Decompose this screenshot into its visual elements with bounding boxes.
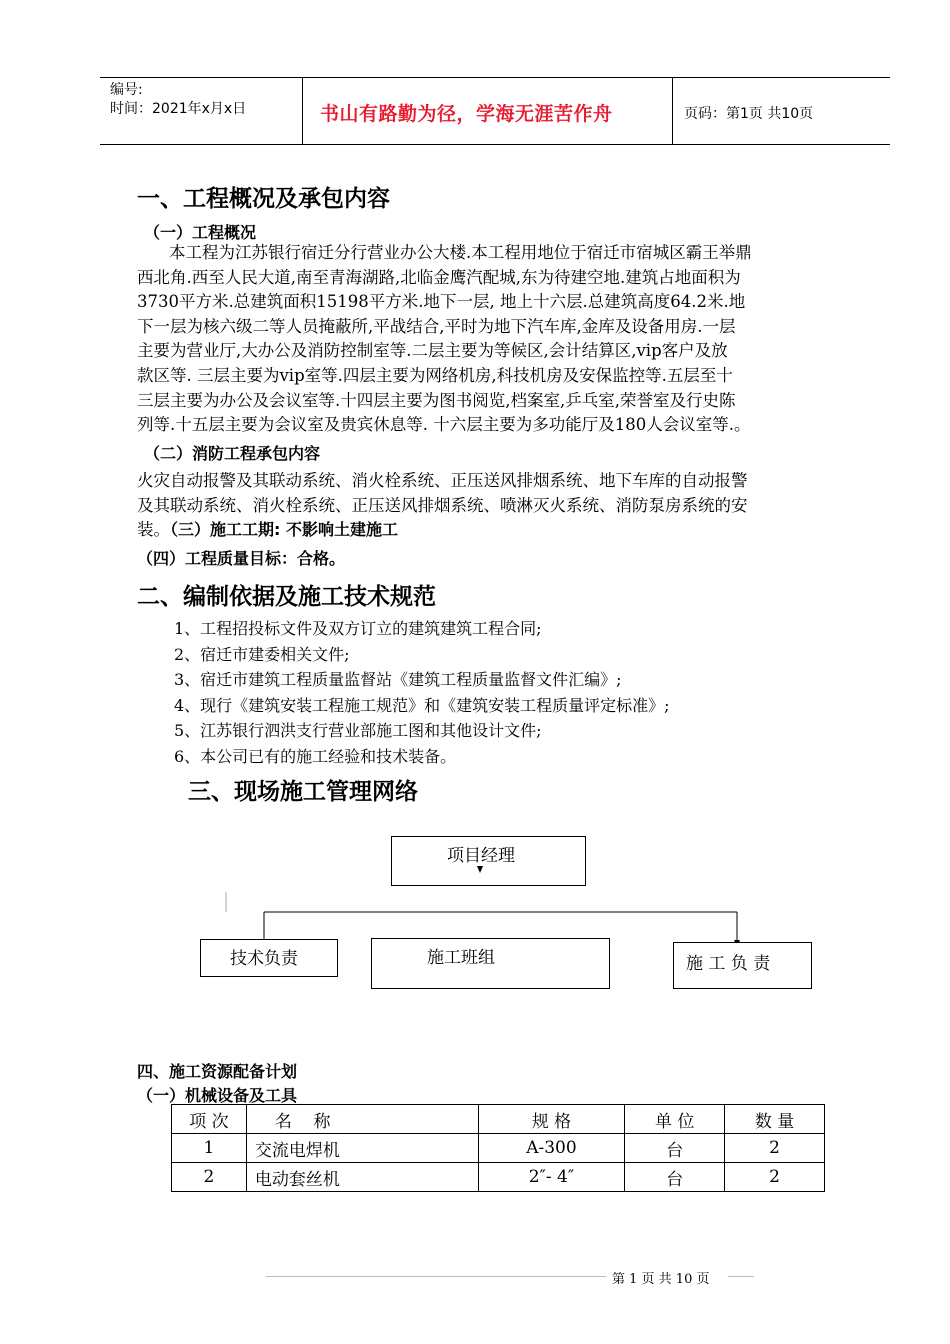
org-label-construction-team: 施工班组 (427, 948, 495, 968)
overview-line: 本工程为江苏银行宿迁分行营业办公大楼.本工程用地位于宿迁市宿城区霸王举鼎 (169, 243, 752, 262)
overview-line: 三层主要为办公及会议室等.十四层主要为图书阅览,档案室,乒乓室,荣誉室及行史陈 (137, 390, 736, 410)
org-label-project-manager: 项目经理 (447, 846, 515, 866)
table-header-cell: 规 格 (478, 1105, 625, 1134)
list-item: 4、现行《建筑安装工程施工规范》和《建筑安装工程质量评定标准》; (174, 695, 670, 715)
overview-line: 下一层为核六级二等人员掩蔽所,平战结合,平时为地下汽车库,金库及设备用房.一层 (137, 316, 736, 336)
org-label-construction-lead: 施 工 负 责 (686, 954, 771, 974)
overview-line: 3730平方米.总建筑面积15198平方米.地下一层, 地上十六层.总建筑高度64.2米.地 (137, 292, 746, 312)
header-divider-left (302, 77, 303, 144)
overview-line: 西北角.西至人民大道,南至青海湖路,北临金鹰汽配城,东为待建空地.建筑占地面积为 (137, 267, 741, 287)
table-cell: 2 (725, 1163, 825, 1192)
doc-number-label: 编号: (110, 82, 143, 98)
list-item: 1、工程招投标文件及双方订立的建筑建筑工程合同; (174, 619, 542, 638)
scope-line: 火灾自动报警及其联动系统、消火栓系统、正压送风排烟系统、地下车库的自动报警 (137, 471, 748, 490)
scope-line-end: 装。 (137, 520, 170, 540)
scope-line: 及其联动系统、消火栓系统、正压送风排烟系统、喷淋灭火系统、消防泵房系统的安 (137, 495, 748, 515)
list-item: 6、本公司已有的施工经验和技术装备。 (174, 746, 457, 766)
table-header-row (172, 1105, 825, 1134)
doc-time-label: 时间：2021年x月x日 (110, 101, 247, 117)
table-cell: 台 (625, 1134, 725, 1163)
header-top-rule (100, 77, 890, 78)
scope-paragraph (137, 469, 877, 543)
org-box-project-manager (391, 836, 586, 886)
list-item: 5、江苏银行泗洪支行营业部施工图和其他设计文件; (174, 721, 542, 740)
table-cell: 2″- 4″ (478, 1163, 625, 1192)
equipment-table (171, 1104, 825, 1192)
section-4-title: 四、施工资源配备计划 (137, 1062, 298, 1081)
section-1-2-title: （二）消防工程承包内容 (144, 444, 321, 463)
table-cell: 2 (172, 1163, 247, 1192)
header-motto: 书山有路勤为径，学海无涯苦作舟 (320, 103, 613, 125)
table-header-cell: 单 位 (625, 1105, 725, 1134)
table-cell: 电动套丝机 (246, 1163, 478, 1192)
header-divider-right (672, 77, 673, 144)
section-1-1-title: （一）工程概况 (144, 223, 257, 242)
section-1-4-title: （四）工程质量目标：合格。 (137, 549, 346, 568)
scope-line-last (137, 518, 877, 543)
org-box-construction-lead (673, 942, 812, 989)
overview-paragraph (137, 241, 877, 438)
org-box-construction-team (371, 938, 610, 989)
section-1-3-inline: （三）施工工期: 不影响土建施工 (170, 520, 398, 540)
org-label-tech-lead: 技术负责 (230, 949, 298, 969)
header-bottom-rule (100, 144, 890, 145)
table-cell: 1 (172, 1134, 247, 1163)
table-row (172, 1134, 825, 1163)
section-2-title: 二、编制依据及施工技术规范 (137, 584, 436, 610)
list-item: 3、宿迁市建筑工程质量监督站《建筑工程质量监督文件汇编》; (174, 670, 622, 689)
table-header-cell: 名 称 (246, 1105, 478, 1134)
table-cell: 2 (725, 1134, 825, 1163)
overview-line: 列等.十五层主要为会议室及贵宾休息等. 十六层主要为多功能厅及180人会议室等.。 (137, 415, 751, 435)
section-3-title: 三、现场施工管理网络 (188, 779, 418, 805)
table-header-cell: 项 次 (172, 1105, 247, 1134)
section-4-1-title: （一）机械设备及工具 (137, 1086, 298, 1105)
basis-list (174, 616, 670, 769)
list-item: 2、宿迁市建委相关文件; (174, 644, 350, 664)
overview-line: 主要为营业厅,大办公及消防控制室等.二层主要为等候区,会计结算区,vip客户及放 (137, 341, 728, 361)
footer-rule-right (728, 1276, 754, 1277)
footer-rule-left (266, 1276, 606, 1277)
table-cell: 台 (625, 1163, 725, 1192)
table-cell: A-300 (478, 1134, 625, 1163)
table-row (172, 1163, 825, 1192)
org-box-tech-lead (200, 939, 338, 977)
header-page-info: 页码：第1页 共10页 (684, 106, 814, 122)
overview-line: 款区等. 三层主要为vip室等.四层主要为网络机房,科技机房及安保监控等.五层至十 (137, 365, 733, 385)
table-header-cell: 数 量 (725, 1105, 825, 1134)
section-1-title: 一、工程概况及承包内容 (137, 186, 390, 212)
footer-page-number: 第 1 页 共 10 页 (612, 1272, 710, 1287)
table-cell: 交流电焊机 (246, 1134, 478, 1163)
